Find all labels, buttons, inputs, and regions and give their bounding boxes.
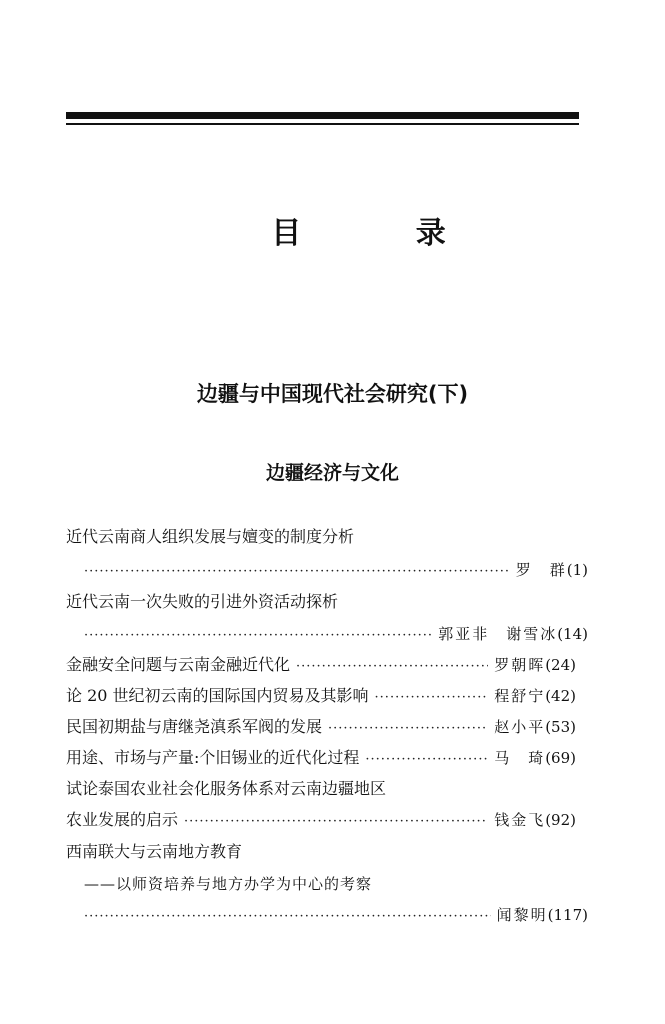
toc-entry-author: 钱金飞 [494,811,546,829]
leader-dots [375,686,489,710]
toc-entry-page: (14) [557,625,588,643]
header-rule-thick [66,112,579,119]
toc-entry [66,808,576,832]
leader-dots [184,810,488,834]
leader-dots [296,655,488,679]
toc-entry-author: 罗 群 [515,561,567,579]
toc-entry-title: 试论泰国农业社会化服务体系对云南边疆地区 [66,779,387,798]
toc-entry-page: (117) [547,906,588,924]
toc-entry-page: (42) [545,687,576,705]
toc-entry [66,746,576,770]
toc-entry-author: 闻黎明 [496,906,548,924]
leader-dots [84,624,432,648]
toc-entry-title: 西南联大与云南地方教育 [66,842,243,861]
header-rule-thin [66,123,579,125]
toc-entry-title: 近代云南一次失败的引进外资活动探析 [66,592,339,611]
toc-entry-author: 郭亚非 谢雪冰 [438,625,558,643]
toc-entry-page: (53) [545,718,576,736]
toc-entry-page: (24) [545,656,576,674]
leader-dots [365,748,488,772]
toc-entry-leader [66,558,588,582]
toc-entry [66,684,576,708]
toc-entry-leader [66,622,588,646]
toc-entry-author: 程舒宁 [494,687,546,705]
section-subtitle: 边疆经济与文化 [265,462,399,484]
toc-entry-title: 论 20 世纪初云南的国际国内贸易及其影响 [66,686,369,705]
toc-entry-title: 金融安全问题与云南金融近代化 [66,655,291,674]
toc-entry-title: 近代云南商人组织发展与嬗变的制度分析 [66,527,355,546]
toc-entry-author: 赵小平 [494,718,546,736]
toc-entry-page: (69) [545,749,576,767]
leader-dots [84,905,491,929]
toc-entry-subtitle: ——以师资培养与地方办学为中心的考察 [84,875,373,893]
leader-dots [328,717,488,741]
toc-entry-page: (92) [545,811,576,829]
section-title: 边疆与中国现代社会研究(下) [196,382,469,406]
toc-entry-author: 罗朝晖 [494,656,546,674]
toc-entry-title: 用途、市场与产量:个旧锡业的近代化过程 [66,748,360,767]
toc-entry-page: (1) [566,561,588,579]
toc-entry-leader [66,903,588,927]
toc-entry-title: 民国初期盐与唐继尧滇系军阀的发展 [66,717,323,736]
toc-entry [66,653,576,677]
toc-entry [66,715,576,739]
page-title: 目 录 [271,216,498,251]
leader-dots [84,560,510,584]
toc-entry-title-cont: 农业发展的启示 [66,810,179,829]
toc-entry-author: 马 琦 [494,749,546,767]
